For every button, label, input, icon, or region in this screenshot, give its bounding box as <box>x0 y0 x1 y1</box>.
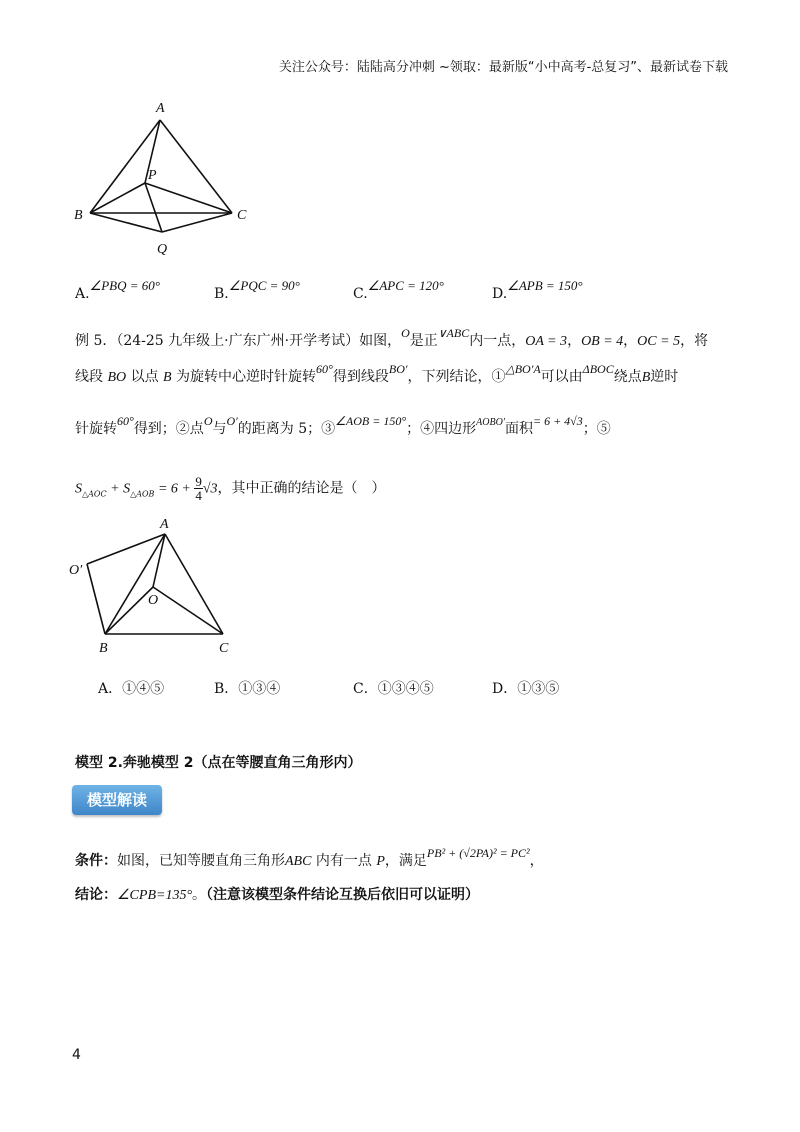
model2-condition: 条件：如图，已知等腰直角三角形ABC 内有一点 P，满足PB² + (√2PA)² = PC²， <box>75 846 544 869</box>
model-interpretation-badge: 模型解读 <box>72 785 162 815</box>
label-q: Q <box>157 242 168 257</box>
q4-option-d: D.∠APB = 150° <box>492 278 583 302</box>
example5-line3: 针旋转60°得到；②点O与O′的距离为 5；③∠AOB = 150°；④四边形$^{AOBO'}$面积= 6 + 4√3；⑤ <box>75 414 611 437</box>
segment-bp <box>90 183 145 213</box>
segment-cq <box>162 213 232 232</box>
example5-line2: 线段 BO 以点 B 为旋转中心逆时针旋转60°得到线段BO′，下列结论，①△BO′A可以由ΔBOC绕点B逆时 <box>75 362 679 385</box>
label-o-prime: O′ <box>69 563 83 578</box>
q5-option-d: D．①③⑤ <box>492 681 560 697</box>
segment-cp <box>145 183 232 213</box>
segment-co <box>153 587 223 634</box>
segment-ao-prime <box>87 534 165 564</box>
model2-conclusion: 结论：∠CPB=135°。（注意该模型条件结论互换后依旧可以证明） <box>75 887 480 903</box>
q5-option-a: A．①④⑤ <box>98 681 165 697</box>
segment-ab <box>105 534 165 634</box>
q4-option-b: B.∠PQC = 90° <box>214 278 300 302</box>
example5-line1: 例 5．（24-25 九年级上·广东广州·开学考试）如图，O是正∨ABC内一点，OA = 3，OB = 4，OC = 5，将 <box>75 326 709 349</box>
label-o: O <box>148 593 159 608</box>
segment-pq <box>145 183 162 232</box>
label-c: C <box>237 208 247 223</box>
q5-option-c: C．①③④⑤ <box>353 681 434 697</box>
label-p: P <box>148 168 157 183</box>
figure-1-triangle <box>70 95 270 270</box>
q4-option-c: C.∠APC = 120° <box>353 278 444 302</box>
label-b: B <box>74 208 83 223</box>
segment-ao <box>153 534 165 587</box>
label-b: B <box>99 641 108 656</box>
example5-line4: $S_{\triangle AOC} + S_{\triangle AOB} = 6$ + $\frac{9}{4}$ √3，其中正确的结论是（ ） <box>75 474 386 503</box>
label-a: A <box>160 517 169 532</box>
segment-bq <box>90 213 162 232</box>
q5-option-b: B．①③④ <box>214 681 281 697</box>
page-header: 关注公众号：陆陆高分冲刺 ~领取：最新版“小中高考-总复习”、最新试卷下载 <box>278 60 728 75</box>
segment-ac <box>160 120 232 213</box>
figure-2-triangle <box>65 512 245 657</box>
model2-title: 模型 2.奔驰模型 2（点在等腰直角三角形内） <box>75 755 362 771</box>
segment-bo-prime <box>87 564 105 634</box>
page-number: 4 <box>72 1047 81 1063</box>
label-a: A <box>156 101 165 116</box>
segment-ac <box>165 534 223 634</box>
q4-option-a: A.∠PBQ = 60° <box>75 278 160 302</box>
label-c: C <box>219 641 229 656</box>
